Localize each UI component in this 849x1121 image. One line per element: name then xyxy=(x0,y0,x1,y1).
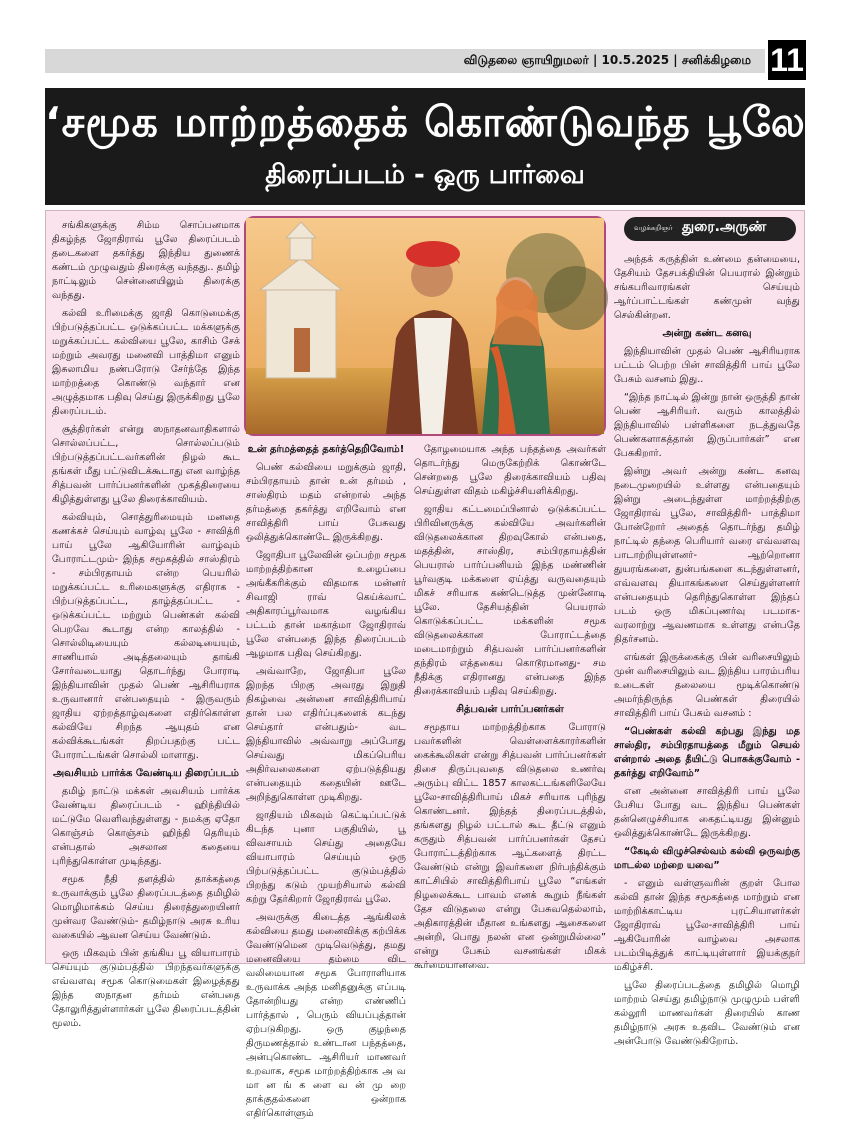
paragraph: ஜாதியம் மிகவும் கெட்டிப்பட்டுக் கிடந்த புனா பகுதியில், பூ விவசாயம் செய்து அதையே வியாபாரம் செய்யும் ஒரு பிற்படுத்தப்பட்ட குடும்பத்தில் பிறந்து கடும் முயற்சியால் கல்வி கற்று தேர்கிறார் ஜோதிராவ் பூலே. xyxy=(246,810,406,905)
section-heading: அன்று கண்ட கனவு xyxy=(662,328,752,339)
byline-badge xyxy=(624,217,796,241)
paragraph: அவ்வாறே, ஜோதிபா பூலே இறந்த பிறகு அவரது இறுதி நிகழ்வை அன்னை சாவித்திரிபாய் தான் பல எதிர்ப்புகளைக் கடந்து செய்தார் என்பதும்- வட இந்தியாவில் அவ்வாறு அப்போது செய்வது மிகப்பெரிய அதிர்வலைகளை ஏற்படுத்தியது என்பதையும் கதையின் ஊடே அறிந்துகொள்ள முடிகிறது. xyxy=(246,666,406,803)
paragraph: தமிழ் நாட்டு மக்கள் அவசியம் பார்க்க வேண்டிய திரைப்படம் - ஹிந்தியில் மட்டுமே வெளிவந்துள்ளது - நமக்கு ஏதோ கொஞ்சம் கொஞ்சம் ஹிந்தி தெரியும் என்பதால் அசலான கதையை புரிந்துகொள்ள முடிந்தது. xyxy=(52,786,240,867)
paragraph: - எனும் வள்ளுவரின் குறள் போல கல்வி தான் இந்த சமூகத்தை மாற்றும் என மாற்றிக்காட்டிய புரட்சியாளர்கள் ஜோதிராவ் பூலே-சாவித்திரி பாய் ஆகியோரின் வாழ்வை அசலாக படம்பிடித்துக் காட்டியுள்ளார் இயக்குநர் மகிழ்ச்சி. xyxy=(614,878,800,973)
section-heading: அவசியம் பார்க்க வேண்டிய திரைப்படம் xyxy=(53,768,239,779)
paragraph: பெண் கல்வியை மறுக்கும் ஜாதி, சம்பிரதாயம் தான் உன் தர்மம் , சாஸ்திரம் மதம் என்றால் அந்த தர்மத்தை தகர்த்து எறிவோம் என சாவித்திரி பாய் பேசுவது ஒலித்துக்கொண்டே இருக்கிறது. xyxy=(246,462,406,543)
article-body xyxy=(45,210,805,1119)
paragraph: ஜாதிய கட்டமைப்பினால் ஒடுக்கப்பட்ட பிரிவினருக்கு கல்வியே அவர்களின் விடுதலைக்கான திறவுகோல் என்பதை, மதத்தின், சாஸ்திர, சம்பிரதாயத்தின் பெயரால் பார்ப்பனியம் இந்த மண்ணின் பூர்வகுடி மக்களை ஏய்த்து வருவதையும் மிகச் சரியாக கண்டெடுத்த முன்னோடி பூலே. தேசியத்தின் பெயரால் கொடுக்கப்பட்ட மக்களின் சமூக விடுதலைக்கான போராட்டத்தை மடைமாற்றும் சித்பவன் பார்ப்பனர்களின் தந்திரம் எத்தகைய கொடூரமானது- சம நீதிக்கு எதிரானது என்பதை இந்த திரைக்காவியம் பதிவு செய்கிறது. xyxy=(414,504,606,697)
masthead-bar xyxy=(45,49,765,73)
paragraph: இந்தியாவின் முதல் பெண் ஆசிரியராக பட்டம் பெற்ற பின் சாவித்திரி பாய் பூலே பேசும் வசனம் இது.. xyxy=(614,346,800,385)
headline-banner xyxy=(45,88,843,205)
headline: ‘சமூக மாற்றத்தைக் கொண்டுவந்த பூலே!’ xyxy=(45,98,843,146)
quote: “கேடில் விழுச்செல்வம் கல்வி ஒருவற்கு மாடல்ல மற்றை யவை” xyxy=(614,846,800,871)
section-heading: சித்பவன் பார்ப்பனர்கள் xyxy=(456,704,564,715)
paragraph: சூத்திரர்கள் என்று ஸநாதனவாதிகளால் சொல்லப்பட்ட, சொல்லப்படும் பிற்படுத்தப்பட்டவர்களின் நிழல் கூட தங்கள் மீது பட்டுவிடக்கூடாது என வாழ்ந்த சித்பவன் பார்ப்பனர்களின் முகத்திரையை கிழித்துள்ளது பூலே திரைக்காவியம். xyxy=(52,424,240,505)
quote: “பெண்கள் கல்வி கற்பது இந்து மத சாஸ்திர, சம்பிரதாயத்தை மீறும் செயல் என்றால் அதை தீயிட்டு பொசுக்குவோம் - தகர்த்து எறிவோம்” xyxy=(614,726,800,779)
paragraph: தோழமையாக அந்த பந்தத்தை அவர்கள் தொடர்ந்து மெருகேற்றிக் கொண்டே சென்றதை பூலே திரைக்காவியம் பதிவு செய்துள்ள விதம் மகிழ்ச்சியளிக்கிறது. xyxy=(414,444,606,497)
byline-label: வழக்கறிஞர் xyxy=(634,224,673,232)
paragraph: கல்வியும், சொத்துரிமையும் மனதை கணக்கச் செய்யும் வாழ்வு பூலே - சாவித்ரி பாய் பூலே ஆகியோரின் வாழ்வும் போராட்டமும்- இந்த சமூகத்தில் சாஸ்திரம் - சம்பிரதாயம் என்ற பெயரில் மறுக்கப்பட்ட உரிமைகளுக்கு எதிராக - பிற்படுத்தப்பட்ட, தாழ்த்தப்பட்ட - ஒடுக்கப்பட்ட மற்றும் பெண்கள் கல்வி பெறவே கூடாது என்ற காலத்தில் - சொல்லிடியையும் கல்லடியையும், சாணியால் அடித்தலையும் தாங்கி சோர்வடையாது தொடர்ந்து போராடி இந்தியாவின் முதல் பெண் ஆசிரியராக உருவானார் என்பதையும் - இருவரும் ஜாதிய ஏற்றத்தாழ்வுகளை எதிர்கொள்ள கல்வியே சிறந்த ஆயுதம் என கல்விக்கூடங்கள் திறப்பதற்கு பட்ட போராட்டங்கள் சொல்லி மாளாது. xyxy=(52,512,240,761)
paragraph: இன்று அவர் அன்று கண்ட கனவு நடைமுறையில் உள்ளது என்பதையும் இன்று அடைந்துள்ள மாற்றத்திற்கு ஜோதிராவ் பூலே, சாவித்திரி- பாத்திமா போன்றோர் அதைத் தொடர்ந்து தமிழ் நாட்டில் தந்தை பெரியார் வரை எவ்வளவு பாடாற்றியுள்ளனர்- ஆற்றொனா துயரங்களை, துன்பங்களை கடந்துள்ளனர், எவ்வளவு தியாகங்களை செய்துள்ளனர் என்பதையும் தெரிந்துகொள்ள இந்தப் படம் ஒரு மிகப்புணர்வு படமாக- வரலாற்று ஆவணமாக உள்ளது என்பதே நிதர்சனம். xyxy=(614,466,800,645)
column-3 xyxy=(414,443,606,971)
section-heading: உன் தர்மத்தைத் தகர்த்தெறிவோம்! xyxy=(247,444,405,455)
author-name: துரை.அருண் xyxy=(682,219,767,235)
paragraph: கல்வி உரிமைக்கு ஜாதி கொடுமைக்கு பிற்படுத்தப்பட்ட ஒடுக்கப்பட்ட மக்களுக்கு மறுக்கப்பட்ட கல்வியை பூலே, காசிம் சேக் மற்றும் அவரது மனைவி பாத்திமா எனும் இசுலாமிய நண்பரோடு சேர்ந்தே இந்த மாற்றத்தை கொண்டு வந்தார் என அழுத்தமாக பதிவு செய்து இருக்கிறது பூலே திரைப்படம். xyxy=(52,308,240,417)
page-number: 11 xyxy=(768,40,806,80)
paragraph: ஜோதிபா பூலேவின் ஒப்பற்ற சமூக மாற்றத்திற்கான உழைப்பை அங்கீகரிக்கும் விதமாக மன்னர் சிவாஜி ராவ் கெய்க்வாட் அதிகாரப்பூர்வமாக வழங்கிய பட்டம் தான் மகாத்மா ஜோதிராவ் பூலே என்பதை இந்த திரைப்படம் ஆழமாக பதிவு செய்கிறது. xyxy=(246,550,406,659)
paragraph: பூலே திரைப்படத்தை தமிழில் மொழி மாற்றம் செய்து தமிழ்நாடு முழுமும் பள்ளி கல்லூரி மாணவர்கள் திரையில் காண தமிழ்நாடு அரசு உதவிட வேண்டும் என அன்போடு வேண்டுகிறோம். xyxy=(614,980,800,1047)
paragraph: ஒரு மிகவும் பின் தங்கிய பூ வியாபாரம் செய்யும் குடும்பத்தில் பிறந்தவர்களுக்கு எவ்வளவு சமூக கொடுமைகள் இழைத்தது இந்த ஸநாதன தர்மம் என்பதை தோலுரித்துள்ளார்கள் பூலே திரைப்படத்தின் மூலம். xyxy=(52,948,240,1029)
paragraph: “இந்த நாட்டில் இன்று நான் ஒருத்தி தான் பெண் ஆசிரியர். வரும் காலத்தில் இந்தியாவில் பள்ளிகளை நடத்துவதே பெண்களாகத்தான் இருப்பார்கள்” என பேசுகிறார். xyxy=(614,392,800,459)
masthead-text: விடுதலை ஞாயிறுமலர் | 10.5.2025 | சனிக்கிழமை xyxy=(463,53,751,67)
paragraph: சமூதாய மாற்றத்திற்காக போராடு பவர்களின் வெள்ளைக்காரர்களின் கைக்கூலிகள் என்று சித்பவன் பார்ப்பனர்கள் திசை திருப்புவதை விடுதலை உணர்வு அரும்பு விட்ட 1857 காலகட்டங்களிலேயே பூலே-சாவித்திரிபாய் மிகச் சரியாக புரிந்து கொண்டனர். இந்தத் திரைப்படத்தில், தங்களது நிழல் பட்டால் கூட தீட்டு எனும் கருதும் சித்பவன் பார்ப்பனர்கள் தேசப் போராட்டத்திற்காக ஆட்களைத் திரட்ட வேண்டும் என்று இவர்களை நிர்பந்திக்கும் காட்சியில் சாவித்திரிபாய் பூலே “எங்கள் நிழலைக்கூட பாவம் எனக் கூறும் நீங்கள் தேச விடுதலை என்று பேசுவதெல்லாம், அதிகாரத்தின் மீதான உங்களது ஆசைகளை அன்றி, பொது நலன் என ஒன்றுமில்லை” என்று பேசும் வசனங்கள் மிகக் கூர்மையானவை. xyxy=(414,722,606,971)
paragraph: அவருக்கு கிடைத்த ஆங்கிலக் கல்வியை தமது மனைவிக்கு கற்பிக்க வேண்டுமென முடிவெடுத்து, தமது மனைவியை தம்மை விட வலிமையான சமூக போராளியாக உருவாக்க அந்த மனிதனுக்கு எப்படி தோன்றியது என்ற எண்ணிப் பார்த்தால் , பெரும் வியப்புத்தான் ஏற்படுகிறது. ஒரு குழந்தை திருமணத்தால் உண்டான பந்தத்தை, அன்புகொண்ட ஆசிரியர் மாணவர் உறவாக, சமூக மாற்றத்திற்காக அ வ மா ன ங் க ளை வ ன் மு றை தாக்குதல்களை ஒன்றாக எதிர்கொள்ளும் xyxy=(246,912,406,1119)
paragraph: என அன்னை சாவித்திரி பாய் பூலே பேசிய போது வட இந்திய பெண்கள் தன்னெழுச்சியாக கைதட்டியது இன்னும் ஒலித்துக்கொண்டே இருக்கிறது. xyxy=(614,786,800,839)
column-2 xyxy=(246,443,406,1119)
paragraph: சமூக நீதி தளத்தில் தாக்கத்தை உருவாக்கும் பூலே திரைப்படத்தை தமிழில் மொழிமாக்கம் செய்ய திரைத்துறையினர் முன்வர வேண்டும்- தமிழ்நாடு அரசு உரிய வகையில் ஆவன செய்ய வேண்டும். xyxy=(52,874,240,941)
paragraph: அந்தக் கருத்தின் உண்மை தன்மையை, தேசியம் தேசபக்தியின் பெயரால் இன்றும் சங்கபரிவாரங்கள் செய்யும் ஆர்ப்பாட்டங்கள் கண்முன் வந்து செல்கின்றன. xyxy=(614,254,800,321)
column-4 xyxy=(614,253,800,1047)
film-still-image xyxy=(244,216,606,436)
paragraph: எங்கள் இருக்கைக்கு பின் வரிசையிலும் முன் வரிசையிலும் வட இந்திய பாரம்பரிய உடைகள் தலையை மூடிக்கொண்டு அமர்ந்திருந்த பெண்கள் திரையில் சாவித்திரி பாய் பேசும் வசனம் : xyxy=(614,652,800,719)
column-1 xyxy=(52,219,240,1029)
subheadline: திரைப்படம் - ஒரு பார்வை xyxy=(265,160,585,190)
paragraph: சங்கிகளுக்கு சிம்ம சொப்பனமாக திகழ்ந்த ஜோதிராவ் பூலே திரைப்படம் தடைகளை தகர்த்து இந்திய துணைக் கண்டம் முழுவதும் திரைக்கு வந்தது.. தமிழ் நாட்டிலும் சென்னையிலும் திரைக்கு வந்தது. xyxy=(52,220,240,301)
